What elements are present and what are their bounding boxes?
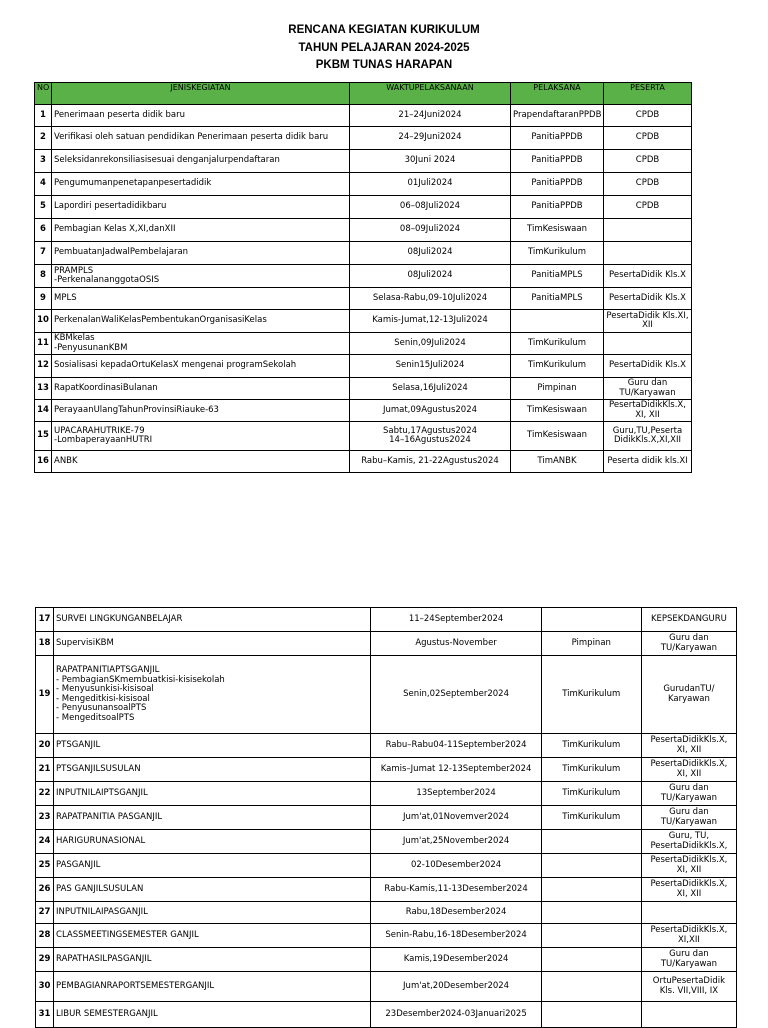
col-header-no: NO [35,83,52,105]
time-cell: 08–09Juli2024 [350,219,511,242]
time-cell: 13September2024 [371,782,541,806]
table-row [36,734,737,758]
executor-cell [541,924,641,948]
activity-cell: KBMkelas -PenyusunanKBM [52,333,350,355]
time-cell: Rabu-Kamis,11-13Desember2024 [371,878,541,902]
time-cell: Senin,02September2024 [371,656,541,734]
time-cell: 23Desember2024-03Januari2025 [371,1002,541,1028]
row-number: 5 [35,196,52,219]
time-cell: Kamis–Jumat 12-13September2024 [371,758,541,782]
table-row [35,173,692,196]
time-cell: 08Juli2024 [350,265,511,288]
participant-cell: CPDB [604,127,692,150]
table-row [36,924,737,948]
row-number: 13 [35,378,52,400]
table-row [36,854,737,878]
activity-cell: RAPATPANITIAPTSGANJIL - PembagianSKmembuatkisi-kisisekolah - Menyusunkisi-kisisoal - Mengeditkisi-kisisoal - PenyusunansoalPTS - MengeditsoalPTS [54,656,371,734]
activity-cell: Seleksidanrekonsiliasisesuai denganjalurpendaftaran [52,150,350,173]
time-cell: Senin,09Juli2024 [350,333,511,355]
doc-title: RENCANA KEGIATAN KURIKULUM [288,24,480,36]
activity-cell: PRAMPLS -PerkenalananggotaOSIS [52,265,350,288]
row-number: 4 [35,173,52,196]
participant-cell: PesertaDidik Kls.X [604,355,692,378]
document-header [0,22,768,75]
participant-cell: Guru dan TU/Karyawan [641,948,736,972]
table-row [35,355,692,378]
time-cell: Rabu–Rabu04-11September2024 [371,734,541,758]
activity-cell: Penerimaan peserta didik baru [52,105,350,127]
participant-cell [604,333,692,355]
participant-cell: PesertaDidik Kls.XI, XII [604,310,692,333]
time-cell: Jum'at,25November2024 [371,830,541,854]
activity-cell: Verifikasi oleh satuan pendidikan Penerimaan peserta didik baru [52,127,350,150]
executor-cell: TimANBK [511,451,604,473]
table-row [35,400,692,422]
executor-cell: PanitiaPPDB [511,173,604,196]
time-cell: Selasa-Rabu,09-10Juli2024 [350,288,511,310]
activity-cell: MPLS [52,288,350,310]
table-header-row [35,83,692,105]
row-number: 1 [35,105,52,127]
time-cell: Rabu–Kamis, 21-22Agustus2024 [350,451,511,473]
executor-cell: PanitiaMPLS [511,288,604,310]
participant-cell: KEPSEKDANGURU [641,608,736,632]
time-cell: 24–29Juni2024 [350,127,511,150]
activity-table-2 [35,607,737,1028]
executor-cell [541,948,641,972]
row-number: 6 [35,219,52,242]
activity-cell: RapatKoordinasiBulanan [52,378,350,400]
time-cell: Kamis-Jumat,12-13Juli2024 [350,310,511,333]
table-row [36,656,737,734]
row-number: 14 [35,400,52,422]
executor-cell: TimKesiswaan [511,219,604,242]
table-row [35,451,692,473]
activity-cell: RAPATHASILPASGANJIL [54,948,371,972]
executor-cell: TimKurikulum [541,734,641,758]
row-number: 16 [35,451,52,473]
participant-cell: GurudanTU/ Karyawan [641,656,736,734]
executor-cell: TimKurikulum [541,656,641,734]
activity-cell: SURVEI LINGKUNGANBELAJAR [54,608,371,632]
participant-cell: Guru dan TU/Karyawan [641,782,736,806]
participant-cell: Guru,TU,Peserta DidikKls.X,XI,XII [604,422,692,451]
row-number: 9 [35,288,52,310]
activity-cell: PEMBAGIANRAPORTSEMESTERGANJIL [54,972,371,1002]
participant-cell: CPDB [604,150,692,173]
participant-cell: CPDB [604,173,692,196]
row-number: 27 [36,902,54,924]
executor-cell: TimKurikulum [511,242,604,265]
executor-cell: PanitiaPPDB [511,150,604,173]
executor-cell [541,608,641,632]
activity-cell: PASGANJIL [54,854,371,878]
doc-institution: PKBM TUNAS HARAPAN [315,59,453,71]
table-row [35,150,692,173]
time-cell: Agustus-November [371,632,541,656]
executor-cell [541,902,641,924]
table-row [35,196,692,219]
time-cell: Kamis,19Desember2024 [371,948,541,972]
table-row [35,333,692,355]
participant-cell: Guru dan TU/Karyawan [604,378,692,400]
time-cell: Jum'at,20Desember2024 [371,972,541,1002]
activity-cell: PembuatanJadwalPembelajaran [52,242,350,265]
doc-year: TAHUN PELAJARAN 2024-2025 [298,41,470,54]
time-cell: Sabtu,17Agustus2024 14–16Agustus2024 [350,422,511,451]
activity-cell: PTSGANJIL [54,734,371,758]
activity-cell: PAS GANJILSUSULAN [54,878,371,902]
row-number: 28 [36,924,54,948]
activity-cell: RAPATPANITIA PASGANJIL [54,806,371,830]
row-number: 15 [35,422,52,451]
participant-cell [604,242,692,265]
executor-cell: TimKesiswaan [511,400,604,422]
table-row [36,902,737,924]
participant-cell: PesertaDidikKls.X, XI, XII [641,758,736,782]
table-row [36,830,737,854]
executor-cell: PanitiaPPDB [511,127,604,150]
row-number: 30 [36,972,54,1002]
row-number: 18 [36,632,54,656]
participant-cell [604,219,692,242]
row-number: 12 [35,355,52,378]
col-header-pelaksana: PELAKSANA [511,83,604,105]
activity-cell: PerkenalanWaliKelasPembentukanOrganisasiKelas [52,310,350,333]
row-number: 2 [35,127,52,150]
row-number: 22 [36,782,54,806]
time-cell: 06–08Juli2024 [350,196,511,219]
participant-cell: Guru dan TU/Karyawan [641,632,736,656]
executor-cell [541,854,641,878]
table-row [35,265,692,288]
table-row [35,310,692,333]
activity-cell: INPUTNILAIPASGANJIL [54,902,371,924]
col-header-peserta: PESERTA [604,83,692,105]
row-number: 10 [35,310,52,333]
activity-cell: Pembagian Kelas X,XI,danXII [52,219,350,242]
table-row [35,219,692,242]
time-cell: 08Juli2024 [350,242,511,265]
table-row [36,806,737,830]
executor-cell [541,830,641,854]
participant-cell: CPDB [604,196,692,219]
activity-table-1 [34,82,692,473]
activity-cell: CLASSMEETINGSEMESTER GANJIL [54,924,371,948]
activity-cell: UPACARAHUTRIKE-79 -LombaperayaanHUTRI [52,422,350,451]
time-cell: Senin-Rabu,16-18Desember2024 [371,924,541,948]
row-number: 23 [36,806,54,830]
time-cell: Selasa,16Juli2024 [350,378,511,400]
participant-cell: PesertaDidikKls.X, XI, XII [641,734,736,758]
time-cell: Jum'at,01Novemver2024 [371,806,541,830]
time-cell: Senin15Juli2024 [350,355,511,378]
time-cell: Rabu,18Desember2024 [371,902,541,924]
row-number: 21 [36,758,54,782]
table-row [36,632,737,656]
executor-cell: PanitiaMPLS [511,265,604,288]
executor-cell: TimKesiswaan [511,422,604,451]
executor-cell [511,310,604,333]
row-number: 8 [35,265,52,288]
participant-cell: CPDB [604,105,692,127]
executor-cell: Pimpinan [511,378,604,400]
col-header-kegiatan: JENISKEGIATAN [52,83,350,105]
table-row [35,127,692,150]
row-number: 20 [36,734,54,758]
participant-cell: PesertaDidik Kls.X [604,265,692,288]
table-row [36,972,737,1002]
row-number: 31 [36,1002,54,1028]
executor-cell: TimKurikulum [511,333,604,355]
time-cell: 02-10Desember2024 [371,854,541,878]
table-row [35,105,692,127]
executor-cell [541,972,641,1002]
table-row [36,948,737,972]
activity-cell: HARIGURUNASIONAL [54,830,371,854]
executor-cell: TimKurikulum [541,758,641,782]
table-row [36,608,737,632]
time-cell: 11–24September2024 [371,608,541,632]
time-cell: 30Juni 2024 [350,150,511,173]
row-number: 25 [36,854,54,878]
row-number: 29 [36,948,54,972]
table-row [35,242,692,265]
row-number: 7 [35,242,52,265]
participant-cell: Guru, TU, PesertaDidikKls.X, [641,830,736,854]
activity-cell: Lapordiri pesertadidikbaru [52,196,350,219]
table-row [36,878,737,902]
activity-cell: INPUTNILAIPTSGANJIL [54,782,371,806]
row-number: 19 [36,656,54,734]
executor-cell: TimKurikulum [541,782,641,806]
participant-cell: PesertaDidikKls.X, XI, XII [604,400,692,422]
participant-cell: PesertaDidikKls.X, XI, XII [641,878,736,902]
table-row [35,378,692,400]
participant-cell: PesertaDidikKls.X, XI, XII [641,854,736,878]
executor-cell: PanitiaPPDB [511,196,604,219]
participant-cell: Peserta didik kls.XI [604,451,692,473]
table-row [35,288,692,310]
time-cell: 21–24Juni2024 [350,105,511,127]
row-number: 24 [36,830,54,854]
activity-cell: ANBK [52,451,350,473]
executor-cell: TimKurikulum [541,806,641,830]
executor-cell: TimKurikulum [511,355,604,378]
participant-cell: Guru dan TU/Karyawan [641,806,736,830]
activity-cell: PerayaanUlangTahunProvinsiRiauke-63 [52,400,350,422]
executor-cell: PrapendaftaranPPDB [511,105,604,127]
col-header-waktu: WAKTUPELAKSANAAN [350,83,511,105]
row-number: 11 [35,333,52,355]
table-row [36,782,737,806]
row-number: 3 [35,150,52,173]
participant-cell: PesertaDidik Kls.X [604,288,692,310]
row-number: 17 [36,608,54,632]
participant-cell [641,902,736,924]
activity-cell: LIBUR SEMESTERGANJIL [54,1002,371,1028]
activity-cell: PTSGANJILSUSULAN [54,758,371,782]
table-row [36,758,737,782]
activity-cell: Sosialisasi kepadaOrtuKelasX mengenai programSekolah [52,355,350,378]
time-cell: 01Juli2024 [350,173,511,196]
activity-cell: SupervisiKBM [54,632,371,656]
participant-cell: OrtuPesertaDidik Kls. VII,VIII, IX [641,972,736,1002]
activity-cell: Pengumumanpenetapanpesertadidik [52,173,350,196]
executor-cell [541,878,641,902]
time-cell: Jumat,09Agustus2024 [350,400,511,422]
row-number: 26 [36,878,54,902]
executor-cell: Pimpinan [541,632,641,656]
table-row [35,422,692,451]
participant-cell: PesertaDidikKls.X, XI,XII [641,924,736,948]
